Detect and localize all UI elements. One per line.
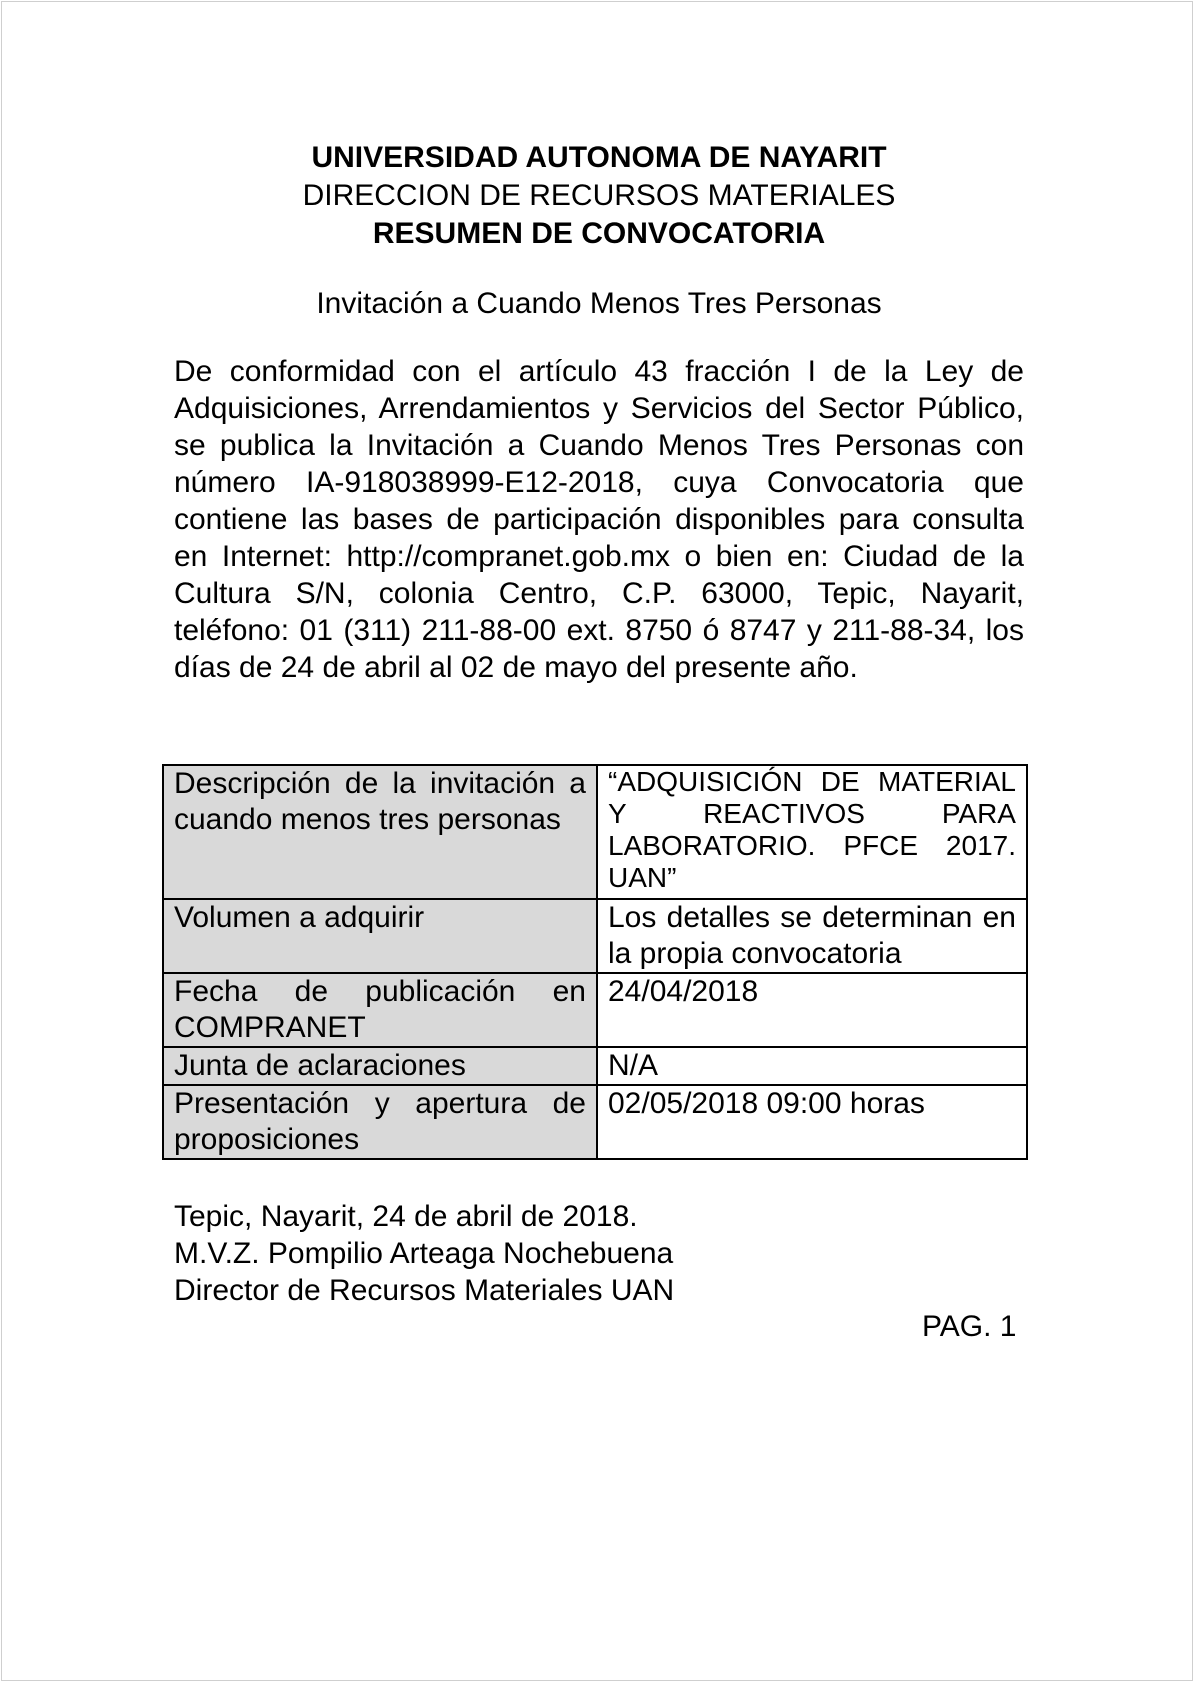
university-name: UNIVERSIDAD AUTONOMA DE NAYARIT (311, 141, 887, 174)
table-value-cell: 24/04/2018 (597, 973, 1027, 1047)
signer-title: Director de Recursos Materiales UAN (174, 1274, 675, 1307)
table-label-cell: Junta de aclaraciones (163, 1047, 597, 1085)
table-label-cell: Descripción de la invitación a cuando menos tres personas (163, 765, 597, 899)
info-table (162, 764, 1028, 1160)
document-header (174, 139, 1024, 253)
signer-name: M.V.Z. Pompilio Arteaga Nochebuena (174, 1237, 674, 1270)
table-value-cell: “ADQUISICIÓN DE MATERIAL Y REACTIVOS PARA LABORATORIO. PFCE 2017. UAN” (597, 765, 1027, 899)
table-row (163, 765, 1027, 899)
document-page (1, 1, 1193, 1681)
document-title: RESUMEN DE CONVOCATORIA (372, 217, 826, 250)
table-value-cell: Los detalles se determinan en la propia convocatoria (597, 899, 1027, 973)
body-paragraph: De conformidad con el artículo 43 fracción I de la Ley de Adquisiciones, Arrendamientos y Servicios del Sector Público, se publica la Invitación a Cuando Menos Tres Personas con número IA-918038999-E12-2018, cuya Convocatoria que contiene las bases de participación disponibles para consulta en Internet: http://compranet.gob.mx o bien en: Ciudad de la Cultura S/N, colonia Centro, C.P. 63000, Tepic, Nayarit, teléfono: 01 (311) 211-88-00 ext. 8750 ó 8747 y 211-88-34, los días de 24 de abril al 02 de mayo del presente año. (174, 355, 1024, 684)
table-value-cell: N/A (597, 1047, 1027, 1085)
document-footer (174, 1198, 674, 1309)
department-name: DIRECCION DE RECURSOS MATERIALES (302, 179, 896, 212)
table-row (163, 973, 1027, 1047)
document-content (174, 139, 1024, 686)
document-subtitle: Invitación a Cuando Menos Tres Personas (316, 287, 882, 320)
table-value-cell: 02/05/2018 09:00 horas (597, 1085, 1027, 1159)
page-number: PAG. 1 (922, 1310, 1017, 1343)
table-row (163, 1085, 1027, 1159)
table-label-cell: Volumen a adquirir (163, 899, 597, 973)
place-date: Tepic, Nayarit, 24 de abril de 2018. (174, 1200, 638, 1233)
table-label-cell: Fecha de publicación en COMPRANET (163, 973, 597, 1047)
table-row (163, 899, 1027, 973)
table-row (163, 1047, 1027, 1085)
table-label-cell: Presentación y apertura de proposiciones (163, 1085, 597, 1159)
